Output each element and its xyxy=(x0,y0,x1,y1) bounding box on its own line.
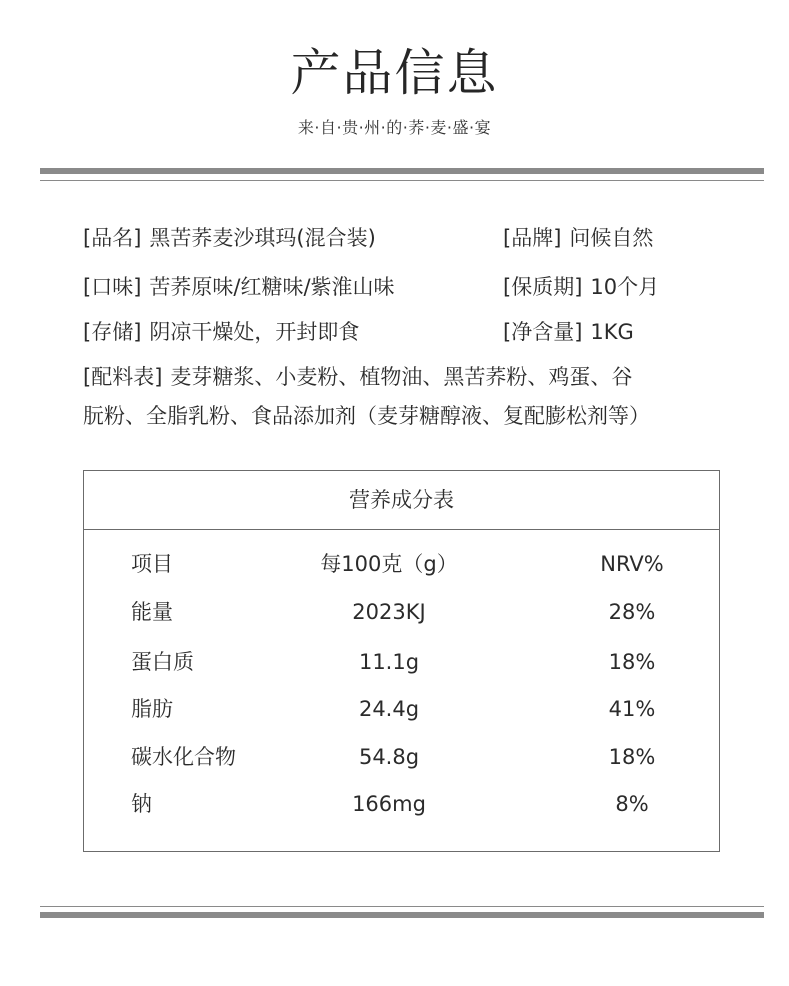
info-flavor xyxy=(83,273,395,301)
info-label: [品牌] xyxy=(503,226,562,250)
page-subtitle: 来·自·贵·州·的·荞·麦·盛·宴 xyxy=(297,118,492,137)
nutrient-nrv: 18% xyxy=(608,745,656,769)
info-label: [口味] xyxy=(83,275,142,299)
info-value: 黑苦荞麦沙琪玛(混合装) xyxy=(149,226,376,250)
nutrition-header-item: 项目 xyxy=(131,552,173,576)
nutrition-table-title: 营养成分表 xyxy=(84,471,719,530)
nutrient-name: 蛋白质 xyxy=(131,650,194,674)
nutrient-amount: 166mg xyxy=(352,792,426,816)
nutrient-name: 能量 xyxy=(131,600,173,624)
info-net-content xyxy=(503,318,634,346)
nutrient-amount: 2023KJ xyxy=(352,600,426,624)
nutrition-header-nrv: NRV% xyxy=(600,552,664,576)
nutrition-header-per100g: 每100克（g） xyxy=(320,552,458,576)
info-ingredients xyxy=(83,363,632,391)
nutrient-amount: 54.8g xyxy=(358,745,420,769)
info-value: 问候自然 xyxy=(569,226,654,250)
info-value: 麦芽糖浆、小麦粉、植物油、黑苦荞粉、鸡蛋、谷 xyxy=(170,365,633,389)
nutrient-amount: 11.1g xyxy=(358,650,420,674)
nutrition-table xyxy=(83,470,720,852)
top-divider-thin xyxy=(40,180,764,181)
info-value: 苦荞原味/红糖味/紫淮山味 xyxy=(149,275,395,299)
nutrient-name: 钠 xyxy=(131,792,152,816)
bottom-divider-thin xyxy=(40,906,764,907)
page-title: 产品信息 xyxy=(290,44,499,102)
nutrient-name: 碳水化合物 xyxy=(131,745,236,769)
info-label: [品名] xyxy=(83,226,142,250)
info-value: 10个月 xyxy=(590,275,660,299)
nutrient-nrv: 18% xyxy=(608,650,656,674)
info-value: 1KG xyxy=(590,320,634,344)
info-storage xyxy=(83,318,359,346)
info-label: [净含量] xyxy=(503,320,583,344)
info-shelf-life xyxy=(503,273,659,301)
nutrient-name: 脂肪 xyxy=(131,697,173,721)
info-label: [配料表] xyxy=(83,365,163,389)
info-value: 阴凉干燥处，开封即食 xyxy=(149,320,360,344)
info-brand xyxy=(503,224,653,252)
nutrient-nrv: 41% xyxy=(608,697,656,721)
bottom-divider-thick xyxy=(40,912,764,918)
info-label: [存储] xyxy=(83,320,142,344)
info-label: [保质期] xyxy=(503,275,583,299)
info-ingredients-continued xyxy=(83,402,650,430)
info-value: 朊粉、全脂乳粉、食品添加剂（麦芽糖醇液、复配膨松剂等） xyxy=(83,404,650,428)
nutrient-amount: 24.4g xyxy=(358,697,420,721)
top-divider-thick xyxy=(40,168,764,174)
nutrient-nrv: 28% xyxy=(608,600,656,624)
info-product-name xyxy=(83,224,376,252)
nutrient-nrv: 8% xyxy=(615,792,649,816)
